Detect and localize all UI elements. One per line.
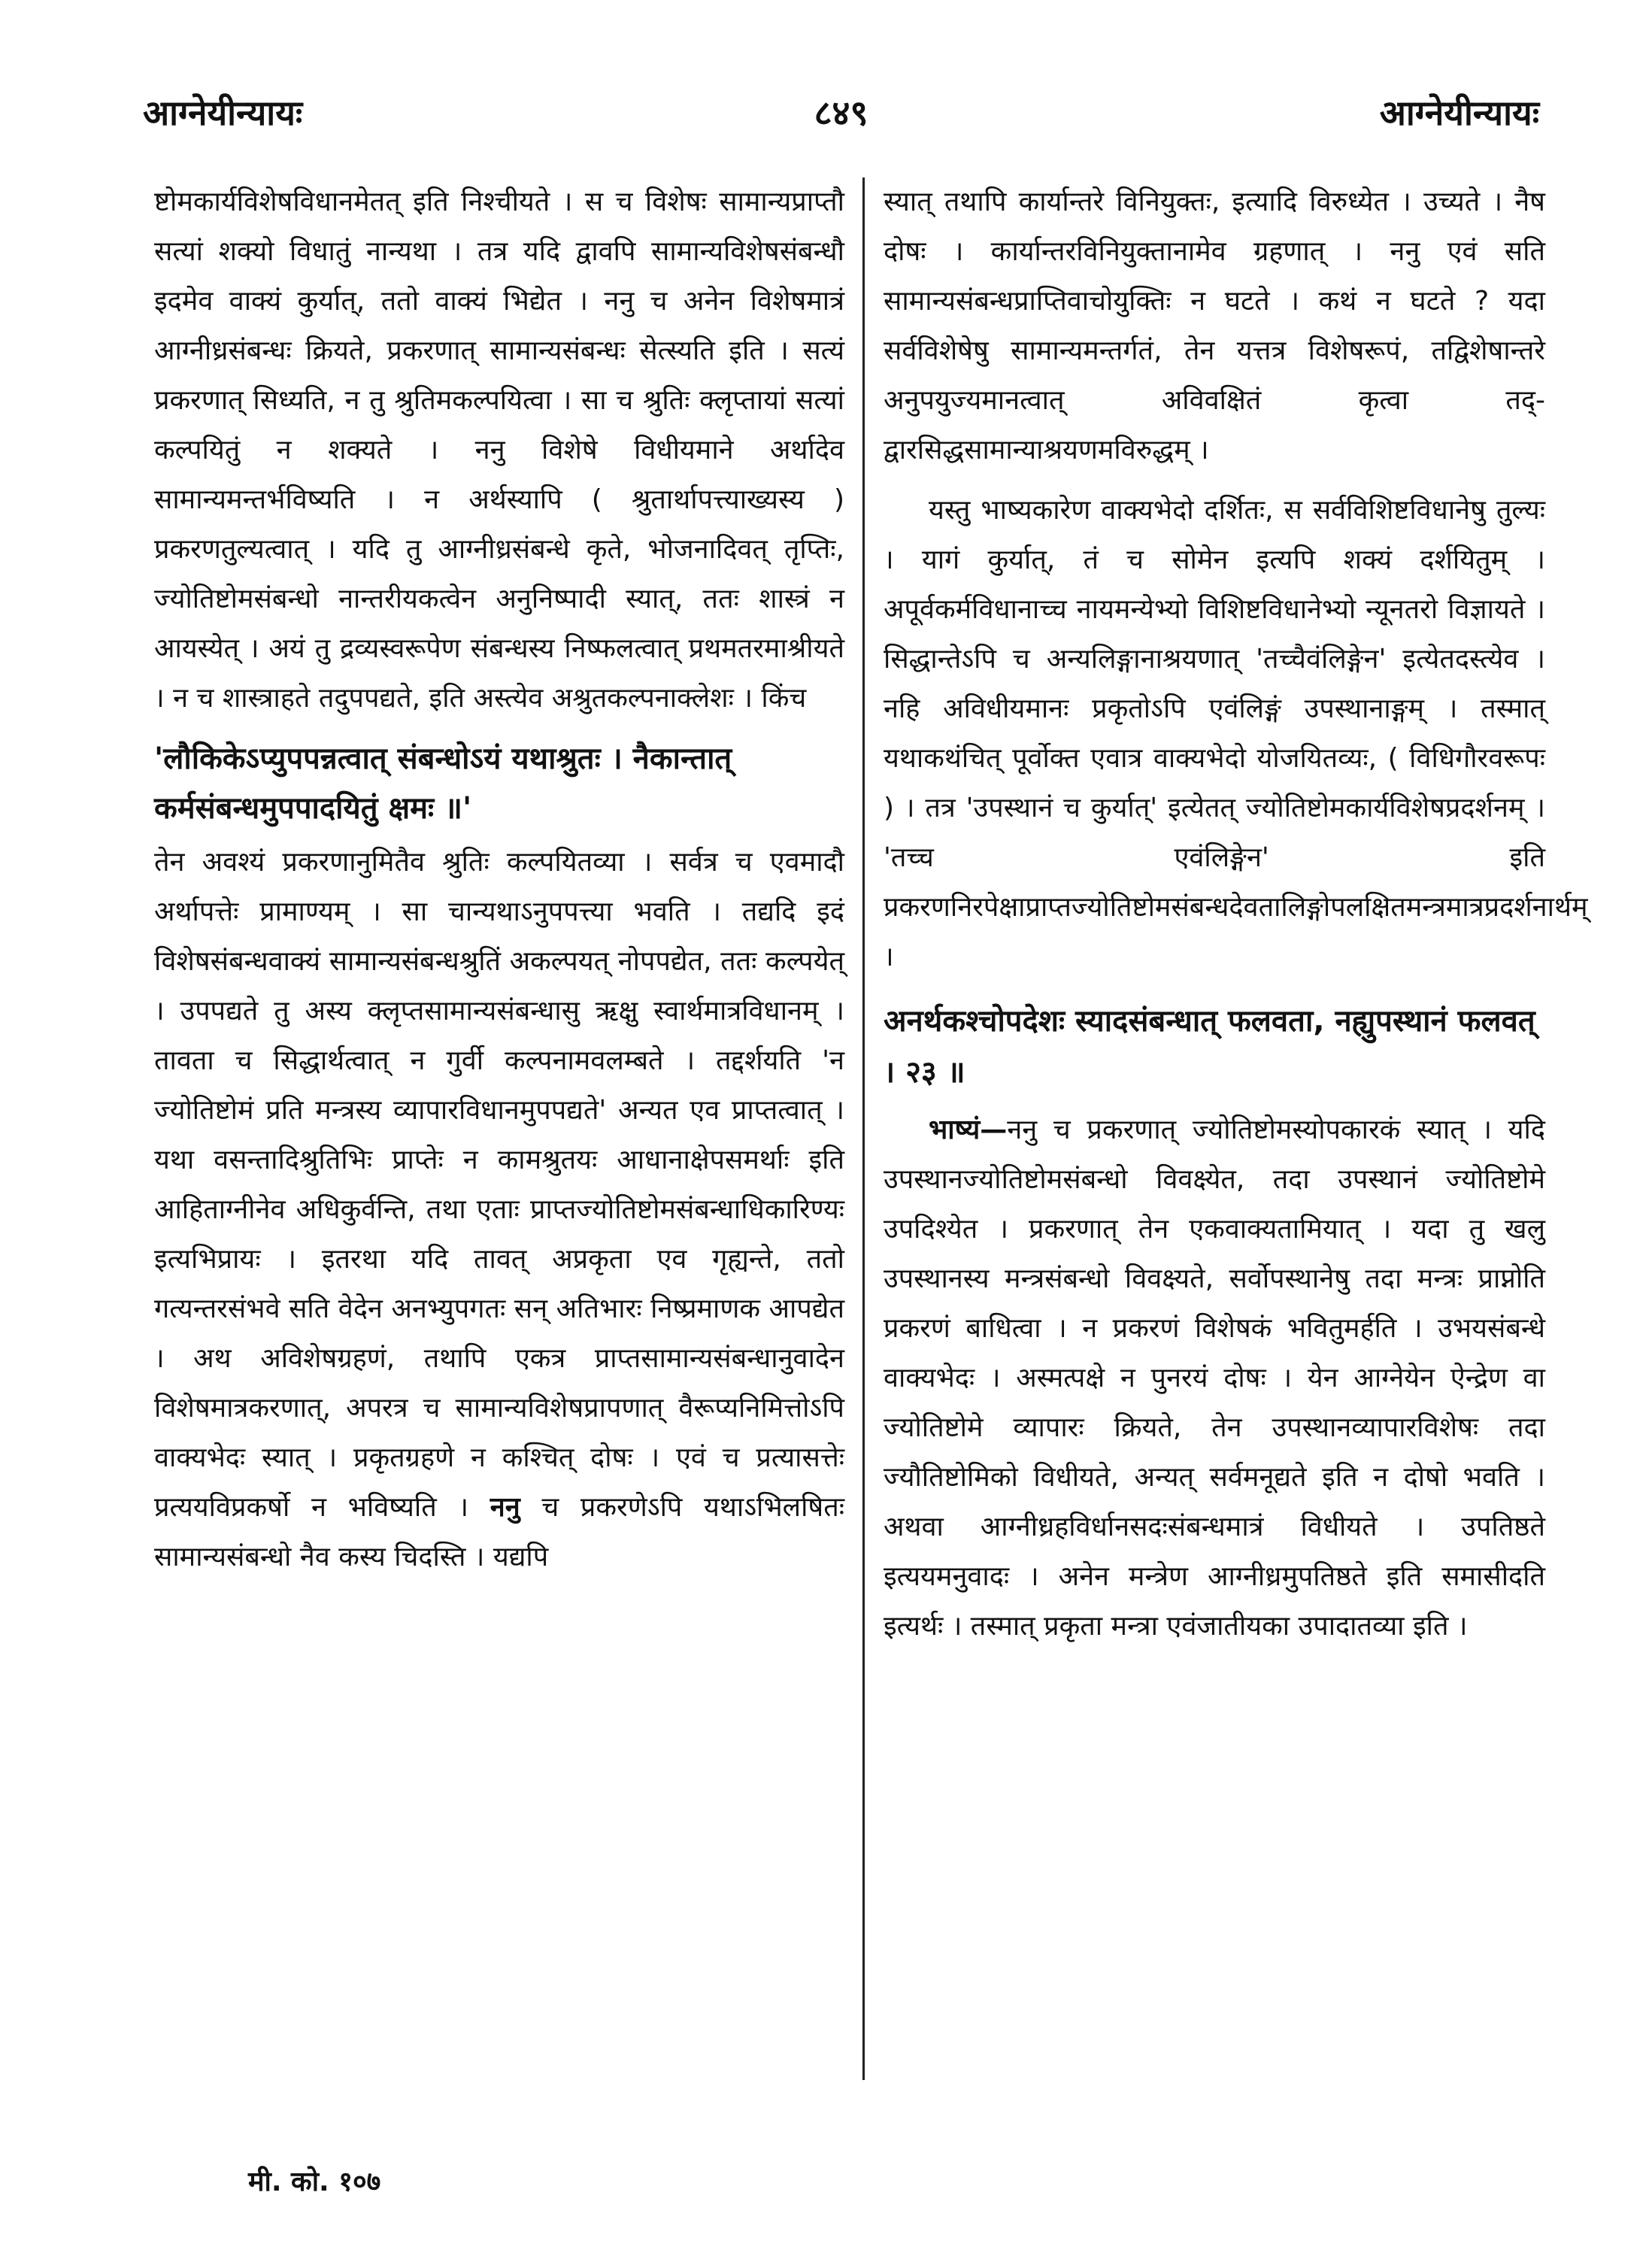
left-column bbox=[154, 177, 844, 2137]
left-paragraph-2-bold: ननु bbox=[490, 1492, 520, 1523]
running-title-right: आग्नेयीन्यायः bbox=[1379, 92, 1539, 133]
quoted-verse: 'लौकिकेऽप्युपपन्नत्वात् संबन्धोऽयं यथाश्रुतः । नैकान्तात् कर्मसंबन्धमुपपादयितुं क्षमः ॥' bbox=[154, 741, 732, 826]
right-paragraph-2: यस्तु भाष्यकारेण वाक्यभेदो दर्शितः, स सर्वविशिष्टविधानेषु तुल्यः । यागं कुर्यात्, तं च सोमेन इत्यपि शक्यं दर्शयितुम् । अपूर्वकर्मविधानाच्च नायमन्येभ्यो विशिष्टविधानेभ्यो न्यूनतरो विज्ञायते । सिद्धान्तेऽपि च अन्यलिङ्गानाश्रयणात् 'तच्चैवंलिङ्गेन' इत्येतदस्त्येव । नहि अविधीयमानः प्रकृतोऽपि एवंलिङ्गं उपस्थानाङ्गम् । तस्मात् यथाकथंचित् पूर्वोक्त एवात्र वाक्यभेदो योजयितव्यः, ( विधिगौरवरूपः ) । तत्र 'उपस्थानं च कुर्यात्' इत्येतत् ज्योतिष्टोमकार्यविशेषप्रदर्शनम् । 'तच्च एवंलिङ्गेन' इति प्रकरणनिरपेक्षाप्राप्तज्योतिष्टोमसंबन्धदेवतालिङ्गोपलक्षितमन्त्रमात्रप्रदर्शनार्थम् । bbox=[884, 495, 1588, 972]
running-title-left: आग्नेयीन्यायः bbox=[143, 92, 303, 133]
left-paragraph-2-tail: च प्रकरणेऽपि यथाऽभिलषितः सामान्यसंबन्धो नैव कस्य चिदस्ति । यद्यपि bbox=[154, 1492, 844, 1572]
page-number: ८४९ bbox=[814, 92, 868, 133]
bhashya-text: ननु च प्रकरणात् ज्योतिष्टोमस्योपकारकं स्यात् । यदि उपस्थानज्योतिष्टोमसंबन्धो विवक्ष्येत, तदा उपस्थानं ज्योतिष्टोमे उपदिश्येत । प्रकरणात् तेन एकवाक्यतामियात् । यदा तु खलु उपस्थानस्य मन्त्रसंबन्धो विवक्ष्यते, सर्वोपस्थानेषु तदा मन्त्रः प्राप्नोति प्रकरणं बाधित्वा । न प्रकरणं विशेषकं भवितुमर्हति । उभयसंबन्धे वाक्यभेदः । अस्मत्पक्षे न पुनरयं दोषः । येन आग्नेयेन ऐन्द्रेण वा ज्योतिष्टोमे व्यापारः क्रियते, तेन उपस्थानव्यापारविशेषः तदा ज्यौतिष्टोमिको विधीयते, अन्यत् सर्वमनूद्यते इति न दोषो भवति । अथवा आग्नीध्रहविर्धानसदःसंबन्धमात्रं विधीयते । उपतिष्ठते इत्ययमनुवादः । अनेन मन्त्रेण आग्नीध्रमुपतिष्ठते इति समासीदति इत्यर्थः । तस्मात् प्रकृता मन्त्रा एवंजातीयका उपादातव्या इति । bbox=[884, 1114, 1545, 1642]
left-paragraph-2-body: तेन अवश्यं प्रकरणानुमितैव श्रुतिः कल्पयितव्या । सर्वत्र च एवमादौ अर्थापत्तेः प्रामाण्यम् । सा चान्यथाऽनुपपत्त्या भवति । तद्यदि इदं विशेषसंबन्धवाक्यं सामान्यसंबन्धश्रुतिं अकल्पयत् नोपपद्येत, ततः कल्पयेत् । उपपद्यते तु अस्य क्लृप्तसामान्यसंबन्धासु ऋक्षु स्वार्थमात्रविधानम् । तावता च सिद्धार्थत्वात् न गुर्वी कल्पनामवलम्बते । तद्दर्शयति 'न ज्योतिष्टोमं प्रति मन्त्रस्य व्यापारविधानमुपपद्यते' अन्यत एव प्राप्तत्वात् । यथा वसन्तादिश्रुतिभिः प्राप्तेः न कामश्रुतयः आधानाक्षेपसमर्थाः इति आहिताग्नीनेव अधिकुर्वन्ति, तथा एताः प्राप्तज्योतिष्टोमसंबन्धाधिकारिण्यः इत्यभिप्रायः । इतरथा यदि तावत् अप्रकृता एव गृह्यन्ते, ततो गत्यन्तरसंभवे सति वेदेन अनभ्युपगतः सन् अतिभारः निष्प्रमाणक आपद्येत । अथ अविशेषग्रहणं, तथापि एकत्र प्राप्तसामान्यसंबन्धानुवादेन विशेषमात्रकरणात्, अपरत्र च सामान्यविशेषप्रापणात् वैरूप्यनिमित्तोऽपि वाक्यभेदः स्यात् । प्रकृतग्रहणे न कश्चित् दोषः । एवं च प्रत्यासत्तेः प्रत्ययविप्रकर्षो न भविष्यति । bbox=[154, 847, 844, 1523]
right-column bbox=[884, 177, 1588, 2137]
bhashya-label: भाष्यं— bbox=[929, 1114, 1008, 1145]
footer-signature: मी. को. १०७ bbox=[248, 2167, 381, 2197]
page-header bbox=[143, 89, 1539, 141]
column-divider bbox=[862, 177, 865, 2080]
left-paragraph-2 bbox=[154, 838, 844, 1582]
left-paragraph-1: ष्टोमकार्यविशेषविधानमेतत् इति निश्चीयते । स च विशेषः सामान्यप्राप्तौ सत्यां शक्यो विधातुं नान्यथा । तत्र यदि द्वावपि सामान्यविशेषसंबन्धौ इदमेव वाक्यं कुर्यात्, ततो वाक्यं भिद्येत । ननु च अनेन विशेषमात्रं आग्नीध्रसंबन्धः क्रियते, प्रकरणात् सामान्यसंबन्धः सेत्स्यति इति । सत्यं प्रकरणात् सिध्यति, न तु श्रुतिमकल्पयित्वा । सा च श्रुतिः क्लृप्तायां सत्यां कल्पयितुं न शक्यते । ननु विशेषे विधीयमाने अर्थादेव सामान्यमन्तर्भविष्यति । न अर्थस्यापि ( श्रुतार्थापत्त्याख्यस्य ) प्रकरणतुल्यत्वात् । यदि तु आग्नीध्रसंबन्धे कृते, भोजनादिवत् तृप्तिः, ज्योतिष्टोमसंबन्धो नान्तरीयकत्वेन अनुनिष्पादी स्यात्, ततः शास्त्रं न आयस्येत् । अयं तु द्रव्यस्वरूपेण संबन्धस्य निष्फलत्वात् प्रथमतरमाश्रीयते । न च शास्त्राहते तदुपपद्यते, इति अस्त्येव अश्रुतकल्पनाक्लेशः । किंच bbox=[154, 186, 844, 714]
sutra-heading: अनर्थकश्चोपदेशः स्यादसंबन्धात् फलवता, नह्युपस्थानं फलवत् । २३ ॥ bbox=[884, 1004, 1535, 1090]
bhashya-paragraph bbox=[884, 1105, 1545, 1651]
right-paragraph-1: स्यात् तथापि कार्यान्तरे विनियुक्तः, इत्यादि विरुध्येत । उच्यते । नैष दोषः । कार्यान्तरविनियुक्तानामेव ग्रहणात् । ननु एवं सति सामान्यसंबन्धप्राप्तिवाचोयुक्तिः न घटते । कथं न घटते ? यदा सर्वविशेषेषु सामान्यमन्तर्गतं, तेन यत्तत्र विशेषरूपं, तद्विशेषान्तरे अनुपयुज्यमानत्वात् अविवक्षितं कृत्वा तद्-द्वारसिद्धसामान्याश्रयणमविरुद्धम् । bbox=[884, 186, 1545, 465]
